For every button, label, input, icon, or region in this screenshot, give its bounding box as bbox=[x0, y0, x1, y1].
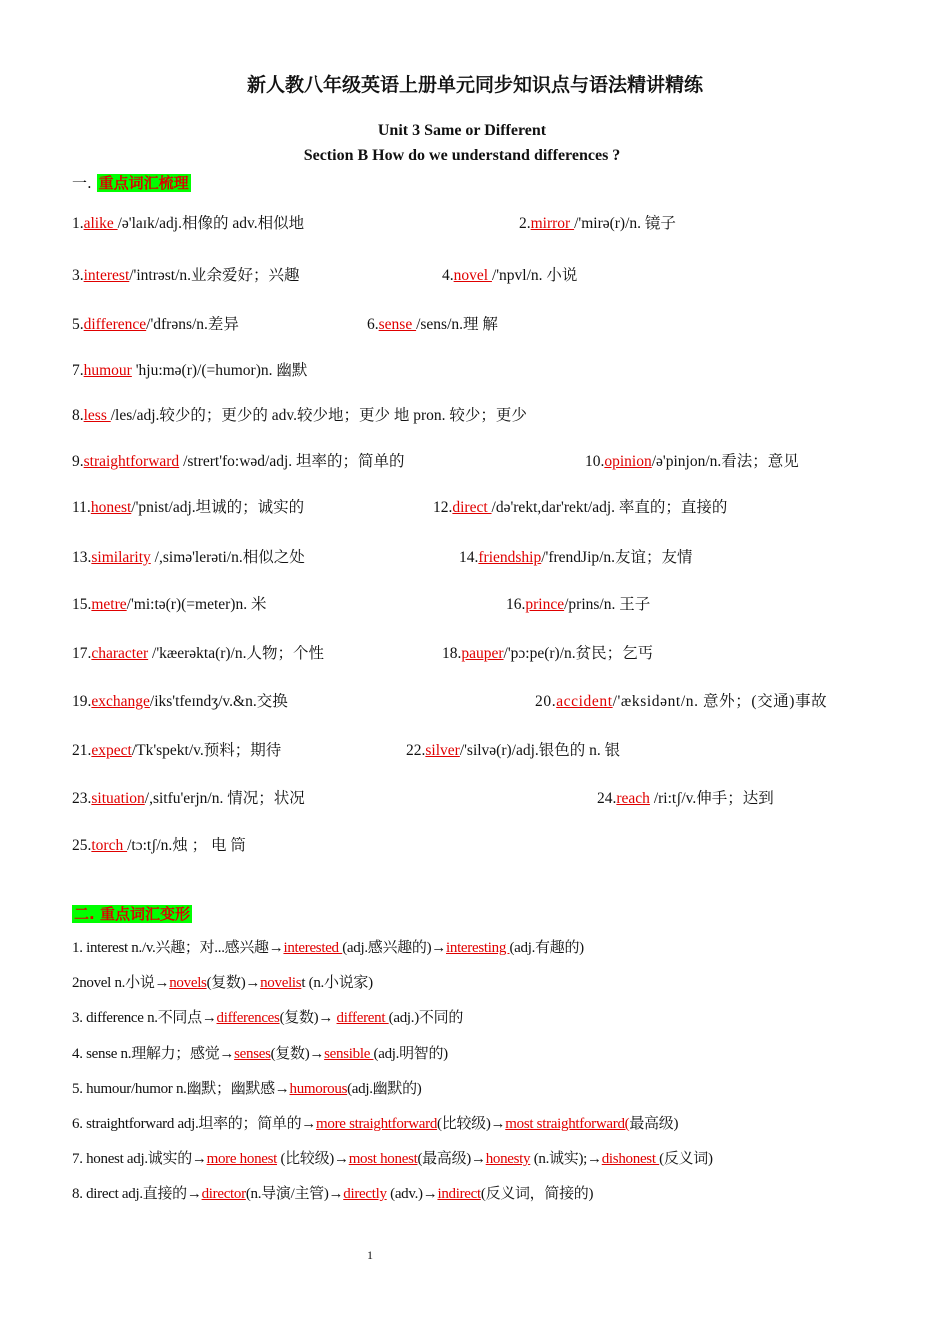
vocab-definition: /'npvl/n. 小说 bbox=[491, 267, 578, 284]
vocab-item bbox=[72, 689, 288, 711]
vocab-word: less bbox=[83, 407, 111, 424]
word-form-text: 6. straightforward adj.坦率的；简单的→ bbox=[72, 1115, 316, 1132]
word-form-answer: novelis bbox=[260, 975, 302, 992]
word-form-answer: dishonest bbox=[601, 1151, 660, 1168]
vocab-item bbox=[442, 263, 577, 285]
vocab-definition: /'intrəst/n.业余爱好；兴趣 bbox=[129, 267, 300, 284]
vocab-definition: /'mi:tə(r)(=meter)n. 米 bbox=[126, 596, 267, 613]
vocab-word: exchange bbox=[91, 693, 150, 710]
vocab-item bbox=[72, 495, 304, 517]
word-form-text: (n.导演/主管)→ bbox=[245, 1186, 344, 1203]
vocab-word: straightforward bbox=[83, 453, 180, 470]
word-form-answer: more honest bbox=[206, 1151, 278, 1168]
vocab-word: honest bbox=[90, 499, 132, 516]
word-form-text: (adj.幽默的) bbox=[347, 1080, 422, 1097]
word-form-answer: honesty bbox=[485, 1151, 531, 1168]
vocab-definition: /sens/n.理 解 bbox=[416, 316, 498, 333]
vocab-definition: /ə'laɪk/adj.相像的 adv.相似地 bbox=[117, 215, 305, 232]
vocab-word: reach bbox=[616, 790, 650, 807]
vocab-item bbox=[433, 495, 727, 517]
word-form-answer: humorous bbox=[289, 1080, 348, 1097]
vocab-number: 20. bbox=[535, 693, 557, 710]
vocab-number: 14. bbox=[459, 549, 479, 566]
page-title: 新人教八年级英语上册单元同步知识点与语法精讲精练 bbox=[246, 74, 703, 96]
vocab-item bbox=[72, 358, 307, 380]
word-form-answer: indirect bbox=[437, 1186, 481, 1203]
word-form-text: 3. difference n.不同点→ bbox=[72, 1010, 217, 1027]
vocab-item bbox=[597, 786, 774, 808]
vocab-item bbox=[535, 689, 827, 711]
vocab-number: 19. bbox=[72, 693, 92, 710]
vocab-definition: /ri:tʃ/v.伸手；达到 bbox=[649, 790, 774, 807]
heading-vocab-review bbox=[72, 172, 191, 193]
vocab-definition: /ə'pinjon/n.看法；意见 bbox=[651, 453, 799, 470]
word-form-text: t (n.小说家) bbox=[301, 975, 373, 992]
heading-label: 重点词汇梳理 bbox=[98, 174, 189, 192]
vocab-number: 22. bbox=[406, 742, 426, 759]
word-form-answer: most straightforward( bbox=[505, 1115, 630, 1132]
vocab-item bbox=[72, 786, 305, 808]
vocab-word: interest bbox=[83, 267, 130, 284]
vocab-number: 11. bbox=[72, 499, 91, 516]
word-form-text: 8. direct adj.直接的→ bbox=[72, 1186, 202, 1203]
word-form-text: (adj.明智的) bbox=[373, 1045, 448, 1062]
heading-prefix: 二. bbox=[74, 905, 95, 923]
vocab-number: 10. bbox=[585, 453, 605, 470]
heading-text: 重点词汇变形 bbox=[99, 905, 190, 923]
vocab-definition: /'æksidənt/n. 意外；(交通)事故 bbox=[612, 693, 828, 710]
vocab-word: difference bbox=[83, 316, 147, 333]
word-form-line bbox=[72, 1112, 713, 1147]
vocab-number: 24. bbox=[597, 790, 617, 807]
heading-prefix: 一. bbox=[72, 174, 92, 192]
vocab-definition: /'pnist/adj.坦诚的；诚实的 bbox=[131, 499, 305, 516]
vocab-item bbox=[406, 738, 620, 760]
vocab-number: 8. bbox=[72, 407, 84, 424]
vocab-definition: /les/adj.较少的；更少的 adv.较少地；更少 地 pron. 较少；更少 bbox=[110, 407, 527, 424]
vocab-word: expect bbox=[91, 742, 132, 759]
vocab-word: torch bbox=[91, 837, 128, 854]
vocab-word: metre bbox=[91, 596, 127, 613]
word-form-text: (adj.)不同的 bbox=[388, 1010, 464, 1027]
vocab-word: sense bbox=[378, 316, 417, 333]
heading-word-forms bbox=[72, 903, 192, 924]
vocab-word: humour bbox=[83, 362, 132, 379]
word-form-line bbox=[72, 1182, 713, 1217]
vocab-item bbox=[506, 592, 650, 614]
vocab-word: direct bbox=[452, 499, 492, 516]
word-form-text: (反义词，简接的) bbox=[480, 1186, 594, 1203]
heading-label bbox=[72, 905, 192, 923]
vocab-number: 5. bbox=[72, 316, 84, 333]
word-form-line bbox=[72, 1042, 713, 1077]
vocab-definition: /strert'fo:wəd/adj. 坦率的；简单的 bbox=[179, 453, 405, 470]
word-form-answer: interesting bbox=[446, 940, 510, 956]
word-form-text: (比较级)→ bbox=[437, 1115, 506, 1132]
word-form-answer: interested bbox=[283, 940, 343, 956]
vocab-number: 16. bbox=[506, 596, 526, 613]
vocab-definition: /,simə'lerəti/n.相似之处 bbox=[150, 549, 305, 566]
word-form-text: (adj.有趣的) bbox=[509, 940, 584, 956]
vocab-item bbox=[585, 449, 799, 471]
vocab-item bbox=[72, 641, 324, 663]
word-form-answer: directly bbox=[343, 1186, 387, 1203]
vocab-definition: /iks'tfeɪndʒ/v.&n.交换 bbox=[149, 693, 288, 710]
vocab-item bbox=[367, 312, 498, 334]
vocab-definition: /'pɔ:pe(r)/n.贫民；乞丐 bbox=[503, 645, 654, 662]
vocab-number: 4. bbox=[442, 267, 454, 284]
vocab-number: 12. bbox=[433, 499, 453, 516]
vocab-word: mirror bbox=[530, 215, 575, 232]
word-form-text: (复数)→ bbox=[279, 1010, 337, 1027]
vocab-number: 2. bbox=[519, 215, 531, 232]
word-form-answer: more straightforward bbox=[316, 1115, 438, 1132]
vocab-number: 6. bbox=[367, 316, 379, 333]
vocab-definition: /'mirə(r)/n. 镜子 bbox=[574, 215, 676, 232]
page-number: 1 bbox=[367, 1248, 373, 1262]
word-form-text: 1. interest n./v.兴趣；对...感兴趣→ bbox=[72, 940, 284, 956]
vocab-item bbox=[72, 312, 239, 334]
word-form-text: 5. humour/humor n.幽默；幽默感→ bbox=[72, 1080, 290, 1097]
word-form-answer: director bbox=[201, 1186, 246, 1203]
vocab-item bbox=[72, 738, 281, 760]
vocab-item bbox=[72, 545, 305, 567]
vocab-number: 21. bbox=[72, 742, 92, 759]
vocab-definition: /'dfrəns/n.差异 bbox=[146, 316, 239, 333]
word-form-answer: different bbox=[336, 1010, 389, 1027]
word-form-line bbox=[72, 1077, 713, 1112]
word-form-text: (最高级)→ bbox=[417, 1151, 486, 1168]
word-form-text: (n.诚实);→ bbox=[530, 1151, 602, 1168]
vocab-number: 15. bbox=[72, 596, 92, 613]
word-form-answer: most honest bbox=[348, 1151, 418, 1168]
vocab-item bbox=[72, 403, 527, 425]
vocab-word: friendship bbox=[478, 549, 542, 566]
vocab-item bbox=[72, 263, 300, 285]
vocab-definition: /'silvə(r)/adj.银色的 n. 银 bbox=[459, 742, 621, 759]
vocab-word: pauper bbox=[461, 645, 504, 662]
vocab-word: situation bbox=[91, 790, 145, 807]
vocab-number: 18. bbox=[442, 645, 462, 662]
word-form-line bbox=[72, 1006, 713, 1041]
vocab-word: accident bbox=[556, 693, 613, 710]
word-form-line bbox=[72, 1147, 713, 1182]
vocab-word: opinion bbox=[604, 453, 652, 470]
vocab-item bbox=[519, 211, 676, 233]
vocab-number: 9. bbox=[72, 453, 84, 470]
vocab-number: 3. bbox=[72, 267, 84, 284]
word-form-text: 最高级) bbox=[629, 1115, 679, 1132]
word-form-line bbox=[72, 971, 713, 1006]
word-form-text: 7. honest adj.诚实的→ bbox=[72, 1151, 207, 1168]
vocab-item bbox=[72, 833, 246, 855]
vocab-item bbox=[442, 641, 653, 663]
vocab-definition: /də'rekt,dar'rekt/adj. 率直的；直接的 bbox=[491, 499, 728, 516]
vocab-word: prince bbox=[525, 596, 565, 613]
word-form-text: (adj.感兴趣的)→ bbox=[342, 940, 446, 956]
vocab-definition: /prins/n. 王子 bbox=[564, 596, 651, 613]
vocab-word: similarity bbox=[91, 549, 151, 566]
word-form-text: 2novel n.小说→ bbox=[72, 975, 170, 992]
word-form-text: (比较级)→ bbox=[277, 1151, 349, 1168]
word-form-answer: novels bbox=[169, 975, 207, 992]
vocab-item bbox=[72, 211, 304, 233]
vocab-word: character bbox=[91, 645, 149, 662]
vocab-number: 13. bbox=[72, 549, 92, 566]
word-form-text: (复数)→ bbox=[206, 975, 261, 992]
word-form-line bbox=[72, 936, 713, 971]
vocab-number: 7. bbox=[72, 362, 84, 379]
vocab-number: 25. bbox=[72, 837, 92, 854]
vocab-definition: /Tk'spekt/v.预料；期待 bbox=[131, 742, 282, 759]
vocab-item bbox=[72, 449, 405, 471]
vocab-word: silver bbox=[425, 742, 460, 759]
word-forms-list bbox=[72, 936, 713, 1218]
word-form-text: (adv.)→ bbox=[386, 1186, 438, 1203]
vocab-definition: /'kæerəkta(r)/n.人物；个性 bbox=[148, 645, 324, 662]
section-title: Section B How do we understand differences ? bbox=[303, 147, 621, 164]
vocab-word: alike bbox=[83, 215, 118, 232]
vocab-definition: 'hju:mə(r)/(=humor)n. 幽默 bbox=[131, 362, 308, 379]
word-form-text: (反义词) bbox=[659, 1151, 713, 1168]
word-form-answer: differences bbox=[216, 1010, 280, 1027]
vocab-number: 1. bbox=[72, 215, 84, 232]
vocab-number: 23. bbox=[72, 790, 92, 807]
word-form-text: 4. sense n.理解力；感觉→ bbox=[72, 1045, 235, 1062]
vocab-item bbox=[459, 545, 693, 567]
vocab-item bbox=[72, 592, 266, 614]
word-form-text: (复数)→ bbox=[270, 1045, 325, 1062]
vocab-definition: /,sitfu'erjn/n. 情况；状况 bbox=[144, 790, 305, 807]
word-form-answer: senses bbox=[234, 1045, 271, 1062]
vocab-number: 17. bbox=[72, 645, 92, 662]
vocab-word: novel bbox=[453, 267, 492, 284]
vocab-definition: /'frendJip/n.友谊；友情 bbox=[541, 549, 693, 566]
unit-title: Unit 3 Same or Different bbox=[377, 122, 547, 139]
word-form-answer: sensible bbox=[324, 1045, 374, 1062]
vocab-definition: /tɔ:tʃ/n.烛 ； 电 筒 bbox=[127, 837, 246, 854]
